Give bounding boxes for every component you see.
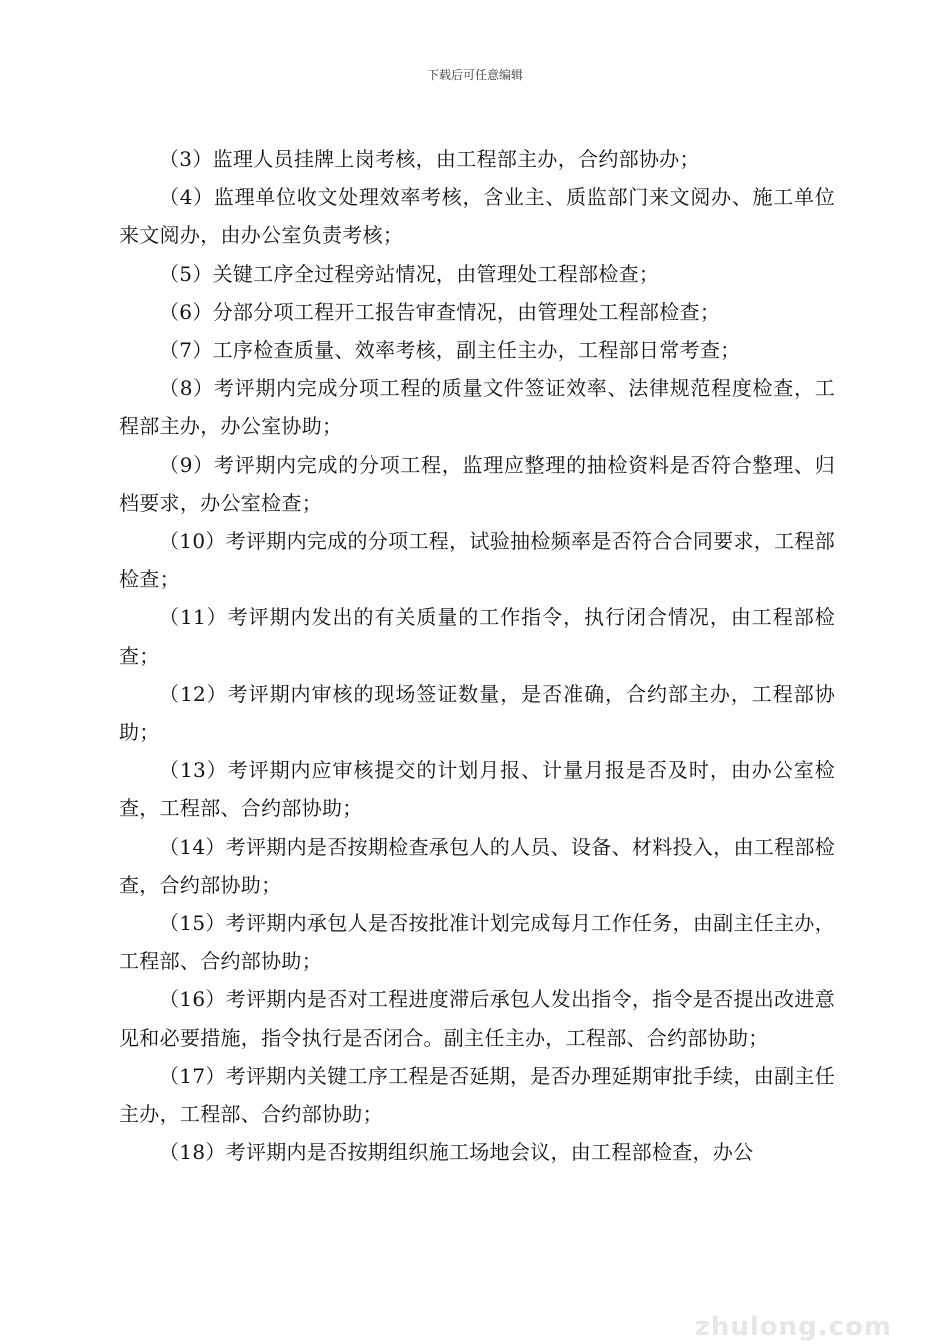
- document-body: [119, 140, 835, 1171]
- paragraph-item-18: （18）考评期内是否按期组织施工场地会议，由工程部检查，办公: [159, 1140, 754, 1165]
- watermark: zhulong.com: [694, 1312, 892, 1342]
- paragraph-item-10: （10）考评期内完成的分项工程，试验抽检频率是否符合合同要求，工程部检查；: [119, 529, 835, 592]
- page-header: 下载后可任意编辑: [426, 68, 523, 82]
- paragraph-item-3: （3）监理人员挂牌上岗考核，由工程部主办，合约部协办；: [159, 147, 700, 171]
- paragraph-item-16: （16）考评期内是否对工程进度滞后承包人发出指令，指令是否提出改进意见和必要措施，指令执行是否闭合。副主任主办，工程部、合约部协助；: [119, 987, 835, 1050]
- paragraph-item-15: （15）考评期内承包人是否按批准计划完成每月工作任务，由副主任主办，工程部、合约部协助；: [119, 911, 835, 974]
- paragraph-item-17: （17）考评期内关键工序工程是否延期，是否办理延期审批手续，由副主任主办，工程部、合约部协助；: [119, 1063, 835, 1127]
- paragraph-item-5: （5）关键工序全过程旁站情况，由管理处工程部检查；: [159, 261, 660, 286]
- paragraph-item-7: （7）工序检查质量、效率考核，副主任主办，工程部日常考查；: [159, 338, 741, 363]
- paragraph-item-4: （4）监理单位收文处理效率考核，含业主、质监部门来文阅办、施工单位来文阅办，由办公室负责考核；: [119, 185, 835, 248]
- paragraph-item-12: （12）考评期内审核的现场签证数量，是否准确，合约部主办，工程部协助；: [119, 681, 835, 745]
- paragraph-item-14: （14）考评期内是否按期检查承包人的人员、设备、材料投入，由工程部检查，合约部协助；: [119, 834, 835, 897]
- paragraph-item-6: （6）分部分项工程开工报告审查情况，由管理处工程部检查；: [159, 299, 721, 324]
- paragraph-item-8: （8）考评期内完成分项工程的质量文件签证效率、法律规范程度检查，工程部主办，办公室协助；: [119, 376, 835, 439]
- paragraph-item-11: （11）考评期内发出的有关质量的工作指令，执行闭合情况，由工程部检查；: [119, 605, 835, 668]
- paragraph-item-9: （9）考评期内完成的分项工程，监理应整理的抽检资料是否符合整理、归档要求，办公室检查；: [119, 452, 835, 515]
- paragraph-item-13: （13）考评期内应审核提交的计划月报、计量月报是否及时，由办公室检查，工程部、合约部协助；: [119, 758, 835, 821]
